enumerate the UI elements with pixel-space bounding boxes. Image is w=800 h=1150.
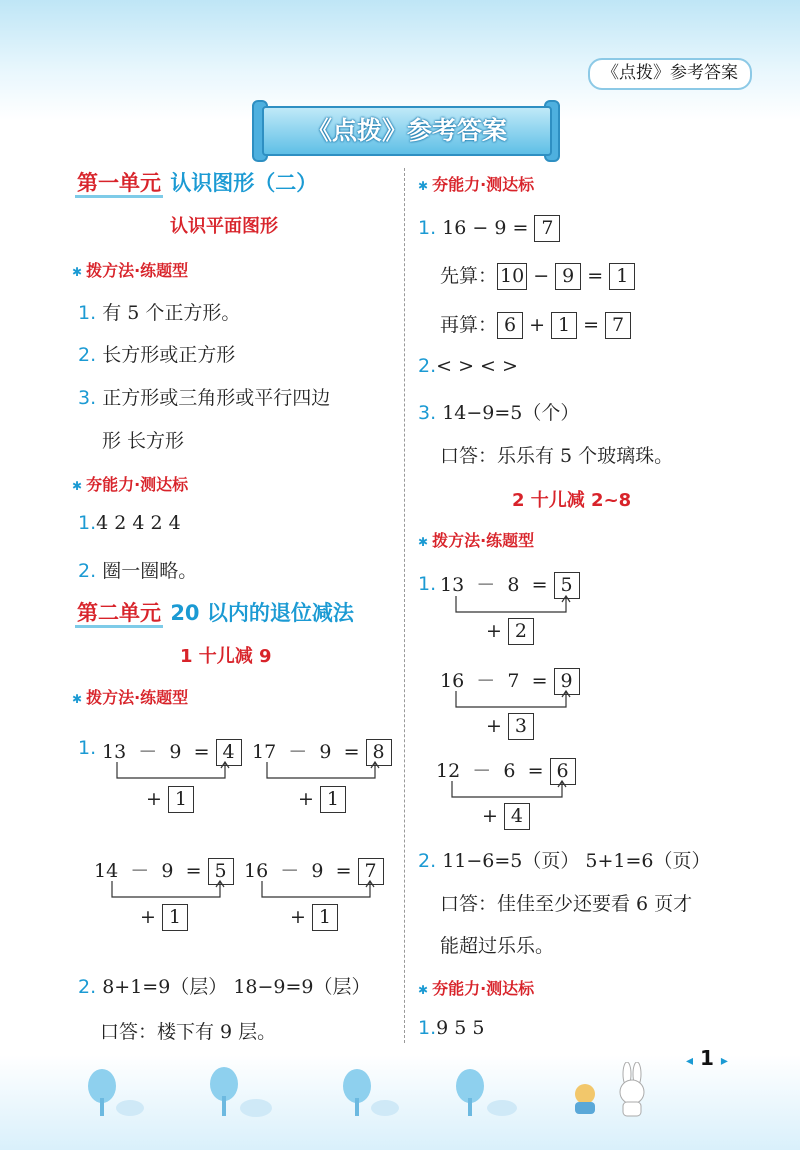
tree-icon [80,1068,150,1120]
star-icon: ✱ [418,179,429,193]
unit1-heading [75,167,317,197]
list-item: 2.< > < > [418,355,518,377]
tree-icon [335,1068,405,1120]
list-item: 2. 11−6=5（页） 5+1=6（页） [418,850,711,872]
calc-first-step: 先算： 10 − 9 = 1 [440,261,635,290]
unit2-title: 20 以内的退位减法 [170,601,354,625]
calc-addend: + 1 [298,786,346,813]
calc-addend: + 1 [290,904,338,931]
calc-bracket [265,762,385,782]
unit1-section1: ✱ 拨方法·练题型 [72,261,189,280]
list-item: 1.9 5 5 [418,1017,485,1039]
list-item: 3. 正方形或三角形或平行四边 [78,387,331,409]
unit1-title: 认识图形（二） [170,171,318,195]
list-item: 2. 圈一圈略。 [78,560,198,582]
calc-expression: 13 － 9 = 4 [102,737,242,766]
unit2-section1: ✱ 拨方法·练题型 [72,688,189,707]
unit1-subtitle: 认识平面图形 [170,216,278,237]
star-icon: ✱ [418,535,429,549]
triangle-right-icon: ▸ [720,1053,728,1069]
star-icon: ✱ [72,265,83,279]
calc-addend: + 3 [486,713,534,740]
tree-icon [200,1066,280,1120]
right-section2: ✱ 拨方法·练题型 [418,531,535,550]
triangle-left-icon: ◂ [686,1053,694,1069]
unit2-subtitle: 1 十儿减 9 [180,646,272,667]
calc-bracket [454,596,574,616]
calc-addend: + 1 [140,904,188,931]
right-subtitle: 2 十儿减 2~8 [512,490,632,511]
calc-bracket [454,691,574,711]
tree-icon [448,1068,528,1120]
unit1-section2: ✱ 夯能力·测达标 [72,475,189,494]
calc-expression: 1. 16 − 9 = 7 [418,215,560,242]
right-section3: ✱ 夯能力·测达标 [418,979,535,998]
list-item: 1. 有 5 个正方形。 [78,302,241,324]
list-item: 3. 14−9=5（个） [418,402,580,424]
unit2-heading [75,597,354,627]
calc-addend: + 1 [146,786,194,813]
page-number: ◂ 1 ▸ [686,1046,728,1070]
title-banner: 《点拨》参考答案 [262,106,552,156]
question-number: 1. [78,737,97,759]
answer-text: 口答：佳佳至少还要看 6 页才 [440,893,693,915]
calc-addend: + 2 [486,618,534,645]
answer-text: 口答：乐乐有 5 个玻璃珠。 [440,445,674,467]
list-item: 2. 长方形或正方形 [78,344,236,366]
calc-expression: 17 － 9 = 8 [252,737,392,766]
calc-expression: 16 － 7 = 9 [440,666,580,695]
list-item-continuation: 形 长方形 [102,430,185,452]
calc-bracket [260,881,380,901]
list-item: 1.4 2 4 2 4 [78,512,181,534]
mascot-icon [565,1062,655,1122]
calc-addend: + 4 [482,803,530,830]
question-number: 1. [418,573,437,595]
calc-expression: 13 － 8 = 5 [440,570,580,599]
answer-text-continuation: 能超过乐乐。 [440,935,555,957]
right-section1: ✱ 夯能力·测达标 [418,175,535,194]
answer-text: 口答：楼下有 9 层。 [100,1021,277,1043]
list-item: 2. 8+1=9（层） 18−9=9（层） [78,976,371,998]
calc-second-step: 再算： 6 + 1 = 7 [440,310,631,339]
calc-bracket [450,781,570,801]
calc-expression: 12 － 6 = 6 [436,756,576,785]
star-icon: ✱ [72,479,83,493]
unit1-badge: 第一单元 [75,171,163,198]
calc-expression: 14 － 9 = 5 [94,856,234,885]
calc-expression: 16 － 9 = 7 [244,856,384,885]
unit2-badge: 第二单元 [75,601,163,628]
column-divider [404,168,405,1043]
header-tag: 《点拨》参考答案 [588,58,752,90]
calc-bracket [115,762,235,782]
calc-bracket [110,881,230,901]
star-icon: ✱ [418,983,429,997]
star-icon: ✱ [72,692,83,706]
